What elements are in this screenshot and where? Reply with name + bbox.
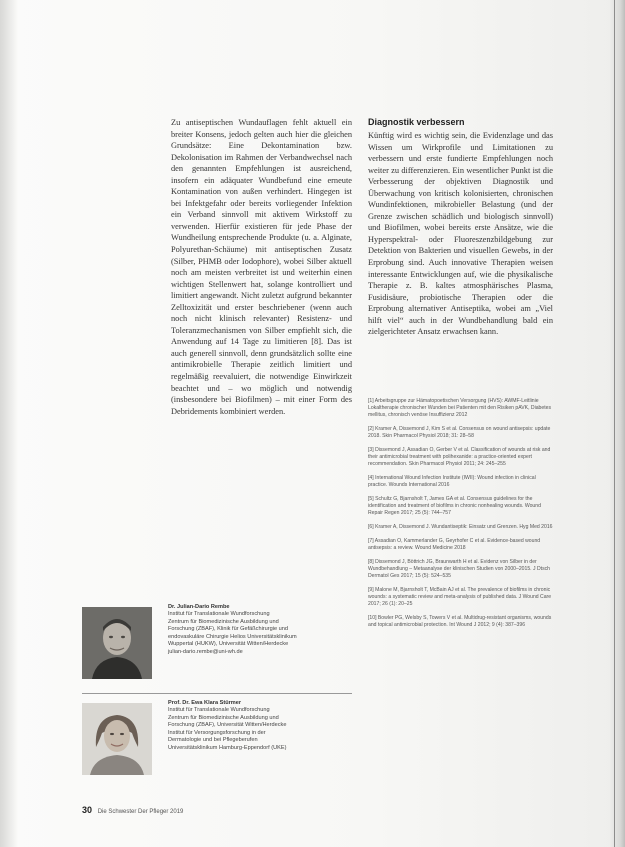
- page-number: 30: [82, 805, 93, 815]
- author-email: julian-dario.rembe@uni-wh.de: [168, 648, 243, 655]
- author-affiliation: [168, 611, 354, 656]
- author-divider: [82, 693, 352, 694]
- reference-item: [1] Arbeitsgruppe zur Hämatopoetischen Versorgung (HVS): AWMF-Leitlinie Lokaltherapie chronischer Wunden bei Patienten mit den Risiken pAVK, Diabetes mellitus, chronisch venöse Insuffizienz 2012: [368, 398, 552, 418]
- page-edge: [609, 0, 625, 847]
- author-photo-stuermer: [82, 703, 152, 775]
- reference-item: [2] Kramer A, Dissemond J, Kim S et al. Consensus on wound antisepsis: update 2018. Skin Pharmacol Physiol 2018; 31: 28–58: [368, 425, 551, 439]
- reference-item: [8] Dissemond J, Böttrich JG, Braunwarth H et al. Evidenz von Silber in der Wundbehandlung – Metaanalyse der klinischen Studien von 2000–2015. J Dtsch Dermatol Ges 2017; 15 (5): 524–535: [368, 558, 550, 579]
- page-fold-shadow: [0, 0, 18, 847]
- reference-list: [368, 398, 553, 636]
- reference-item: [4] International Wound Infection Institute (IWII): Wound infection in clinical practice. Wounds International 2016: [368, 474, 536, 488]
- affiliation-line: endovaskuläre Chirurgie Helios Universitätsklinikum: [168, 633, 297, 640]
- portrait-man-image: [82, 607, 152, 679]
- portrait-woman-image: [82, 703, 152, 775]
- reference-item: [3] Dissemond J, Assadian O, Gerber V et al. Classification of wounds at risk and their antimicrobial treatment with polihexanide: a practice-oriented expert recommendation. Skin Pharmacol Physiol 2011; 24: 245–255: [368, 446, 551, 467]
- page-footer: [82, 805, 183, 815]
- reference-item: [10] Bowler PG, Welsby S, Towers V et al. Multidrug-resistant organisms, wounds and topical antimicrobial protection. Int Wound J 2012; 9 (4): 387–396: [368, 614, 552, 628]
- affiliation-line: Institut für Translationale Wundforschung: [168, 611, 270, 617]
- author-name: Dr. Julian-Dario Rembe: [168, 604, 230, 610]
- author-photo-rembe: [82, 607, 152, 679]
- affiliation-line: Universitätsklinikum Hamburg-Eppendorf (UKE): [168, 744, 287, 751]
- reference-item: [6] Kramer A, Dissemond J. Wundantiseptik: Einsatz und Grenzen. Hyg Med 2016: [368, 523, 553, 530]
- reference-item: [5] Schultz G, Bjarnsholt T, James GA et al. Consensus guidelines for the identification and treatment of biofilms in chronic nonhealing wounds. Wound Repair Regen 2017; 25 (5): 744–757: [368, 495, 541, 516]
- left-column-paragraph: Zu antiseptischen Wundauflagen fehlt aktuell ein breiter Konsens, jedoch gelten auch hier die gleichen Grundsätze: Eine Dekontamination bzw. Dekolonisation im Rahmen der Verbandwechsel nach den genannten Empfehlungen ist ausreichend, insofern ein adäquater Wundbefund eine erneute Kontamination von außen verhindert. Hingegen ist bei Infektgefahr oder bereits vorliegender Infektion ein Verband sinnvoll mit aktivem Wirkstoff zu verwenden. Hierfür existieren für jede Phase der Wundheilung entsprechende Produkte (u. a. Alginate, Polyurethan-Schäume) mit antiseptischen Zusatz (Silber, PHMB oder Iodophore), wobei Silber aktuell noch am meisten verbreitet ist und weiterhin einen wichtigen Stellenwert hat, solange kontrolliert und limitiert angewandt. Nicht zuletzt aufgrund bekannter Zelltoxizität und erster beschriebener (wenn auch noch nicht klinisch relevanter) Resistenz- und Toleranzmechanismen von Silber empfiehlt sich, die Anwendung auf 14 Tage zu limitieren [8]. Das ist auch generell sinnvoll, denn grundsätzlich sollte eine antimikrobielle Therapie zeitlich limitiert und regelmäßig reevaluiert, die notwendige Einwirkzeit beachtet und – wo möglich und notwendig (insbesondere bei Biofilmen) – mit einer Form des Debridements kombiniert werden.: [171, 118, 352, 416]
- affiliation-line: Dermatologie und bei Pflegeberufen: [168, 737, 258, 743]
- reference-item: [7] Assadian O, Kammerlander G, Geyrhofer C et al. Evidence-based wound antisepsis: a review. Wound Medicine 2018: [368, 537, 541, 551]
- section-heading: Diagnostik verbessern: [368, 117, 465, 127]
- affiliation-line: Zentrum für Biomedizinische Ausbildung und: [168, 618, 279, 625]
- author-affiliation: [168, 707, 354, 752]
- author-name: Prof. Dr. Ewa Klara Stürmer: [168, 700, 242, 706]
- reference-item: [9] Malone M, Bjarnsholt T, McBain AJ et al. The prevalence of biofilms in chronic wounds: a systematic review and meta-analysis of published data. J Wound Care 2017; 26 (1): 20–25: [368, 586, 552, 607]
- affiliation-line: Forschung (ZBAF), Universität Witten/Herdecke: [168, 722, 287, 728]
- right-column-paragraph: Künftig wird es wichtig sein, die Evidenzlage und das Wissen um Wirkprofile und Limitationen zu verbessern und erste fundierte Empfehlungen noch weiter zu differenzieren. Ein wesentlicher Punkt ist die Verbesserung der objektiven Diagnostik und Überwachung von kritisch kolonisierten, chronischen Wundinfektionen, mikrobieller Belastung (und der Grenze zwischen schädlich und biologisch sinnvoll) und Biofilmen, wobei bereits erste Ansätze, wie die Hyperspektral- oder Fluoreszenzbildgebung zur Detektion von Bakterien und visuellen Gewebs, in der Erprobung sind. Auch innovative Therapien weisen interessante Entwicklungen auf, wie die physikalische Therapie z. B. kaltes atmosphärisches Plasma, Fusidisäure, probiotische Therapien oder die Erprobung alternativer Antiseptika, wobei am „Viel hilft viel“ auch in der Wundbehandlung bald ein zielgerichteter Ansatz erwachsen kann.: [368, 131, 553, 337]
- affiliation-line: Forschung (ZBAF), Klinik für Gefäßchirurgie und: [168, 626, 288, 632]
- affiliation-line: Institut für Versorgungsforschung in der: [168, 729, 266, 736]
- affiliation-line: Institut für Translationale Wundforschung: [168, 707, 270, 713]
- journal-name: Die Schwester Der Pfleger 2019: [97, 809, 184, 815]
- page-edge-line: [614, 0, 615, 847]
- affiliation-line: Zentrum für Biomedizinische Ausbildung und: [168, 714, 279, 721]
- affiliation-line: Wuppertal (HUKW), Universität Witten/Herdecke: [168, 641, 289, 647]
